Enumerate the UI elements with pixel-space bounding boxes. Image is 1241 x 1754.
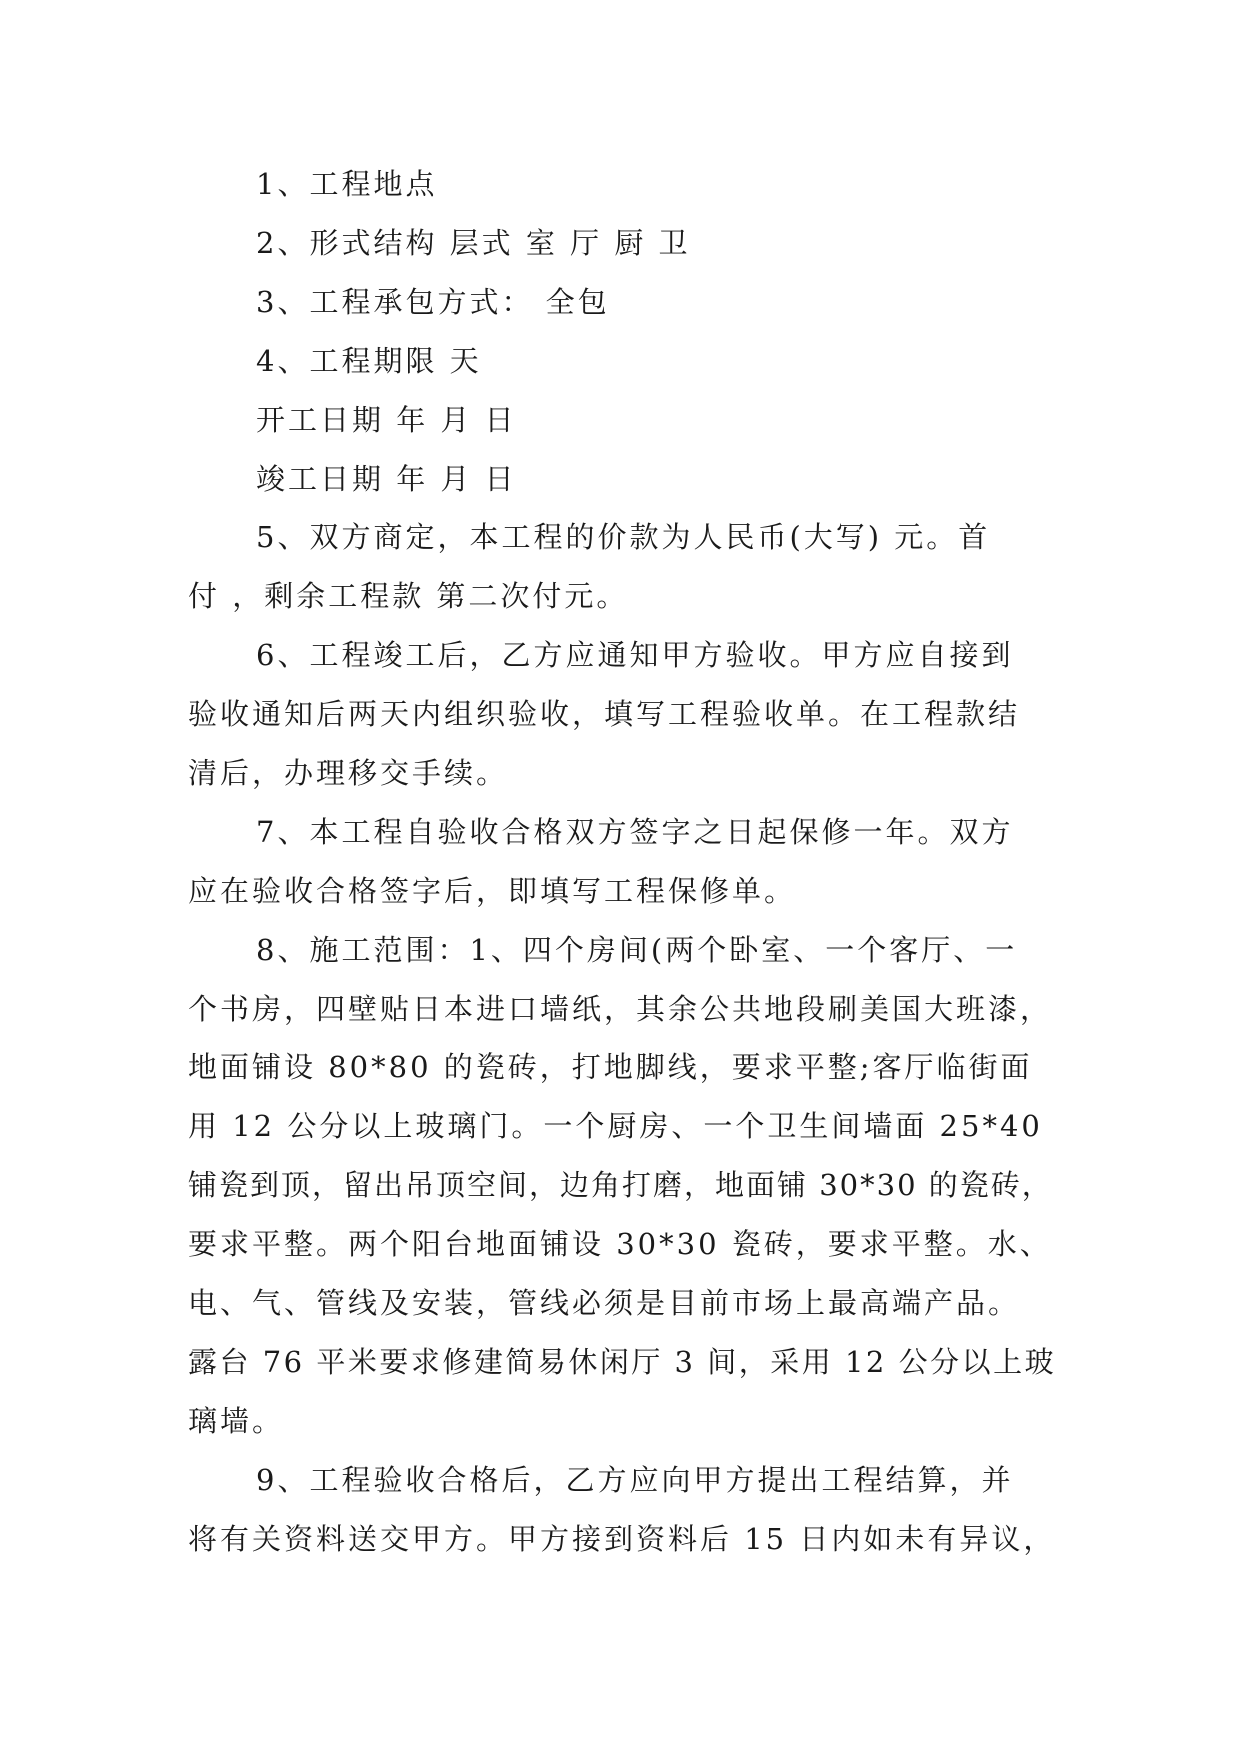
text-line: 2、形式结构 层式 室 厅 厨 卫: [256, 226, 691, 260]
text-line: 4、工程期限 天: [256, 344, 482, 378]
text-line: 6、工程竣工后，乙方应通知甲方验收。甲方应自接到: [256, 638, 1014, 672]
text-line: 开工日期 年 月 日: [256, 403, 517, 437]
text-line: 付 ，剩余工程款 第二次付元。: [188, 579, 629, 613]
text-line: 璃墙。: [188, 1404, 285, 1438]
text-line: 将有关资料送交甲方。甲方接到资料后 15 日内如未有异议，: [188, 1522, 1056, 1556]
text-line: 清后，办理移交手续。: [188, 756, 509, 790]
text-line: 铺瓷到顶，留出吊顶空间，边角打磨，地面铺 30*30 的瓷砖，: [188, 1168, 1053, 1202]
text-line: 地面铺设 80*80 的瓷砖，打地脚线，要求平整;客厅临街面: [188, 1050, 1033, 1084]
text-line: 应在验收合格签字后，即填写工程保修单。: [188, 874, 797, 908]
text-line: 竣工日期 年 月 日: [256, 462, 517, 496]
text-line: 用 12 公分以上玻璃门。一个厨房、一个卫生间墙面 25*40: [188, 1109, 1043, 1143]
text-line: 露台 76 平米要求修建简易休闲厅 3 间，采用 12 公分以上玻: [188, 1345, 1057, 1379]
text-line: 9、工程验收合格后，乙方应向甲方提出工程结算，并: [256, 1463, 1014, 1497]
text-line: 3、工程承包方式： 全包: [256, 285, 610, 319]
text-line: 1、工程地点: [256, 167, 438, 201]
text-line: 验收通知后两天内组织验收，填写工程验收单。在工程款结: [188, 697, 1021, 731]
text-line: 8、施工范围：1、四个房间(两个卧室、一个客厅、一: [256, 933, 1018, 967]
text-line: 电、气、管线及安装，管线必须是目前市场上最高端产品。: [188, 1286, 1021, 1320]
text-line: 要求平整。两个阳台地面铺设 30*30 瓷砖，要求平整。水、: [188, 1227, 1052, 1261]
text-line: 7、本工程自验收合格双方签字之日起保修一年。双方: [256, 815, 1014, 849]
text-line: 个书房，四壁贴日本进口墙纸，其余公共地段刷美国大班漆，: [188, 992, 1053, 1026]
text-line: 5、双方商定，本工程的价款为人民币(大写) 元。首: [256, 520, 991, 554]
